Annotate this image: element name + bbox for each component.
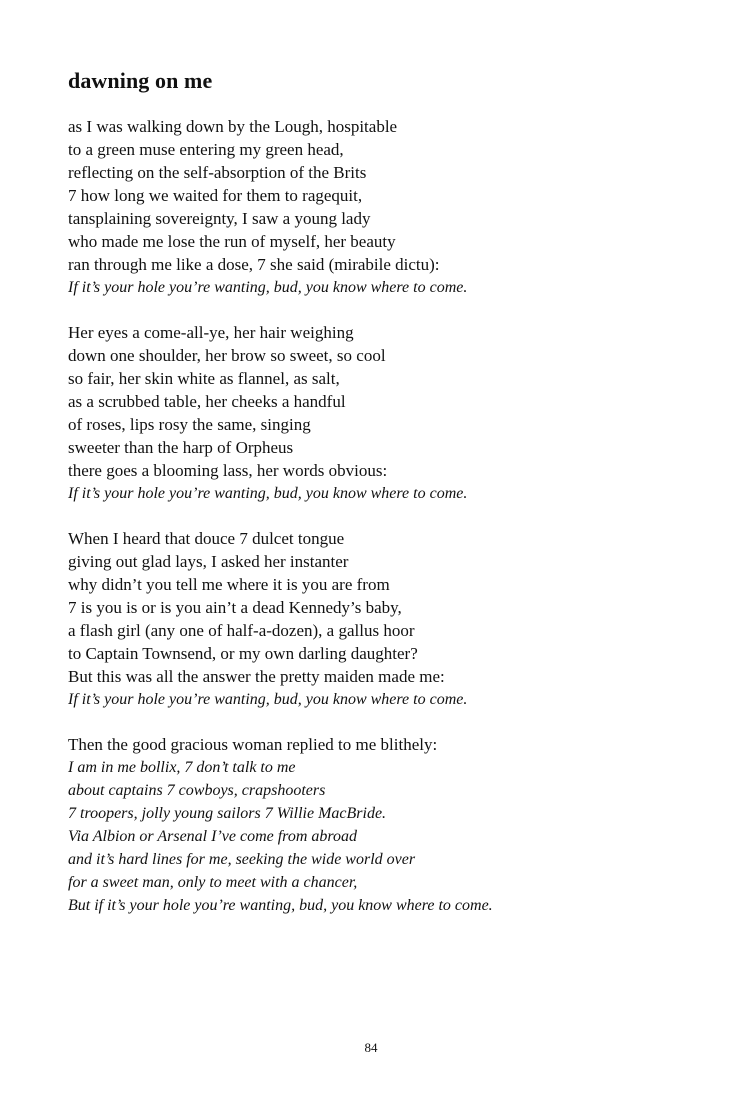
refrain-line: If it’s your hole you’re wanting, bud, you know where to come. [68, 485, 468, 502]
poem-line: down one shoulder, her brow so sweet, so cool [68, 346, 386, 365]
refrain-line: and it’s hard lines for me, seeking the wide world over [68, 851, 416, 868]
stanza [68, 527, 708, 711]
stanza [68, 733, 708, 917]
poem-line: sweeter than the harp of Orpheus [68, 438, 294, 457]
poem-line: Then the good gracious woman replied to me blithely: [68, 735, 438, 754]
poem-line: But this was all the answer the pretty maiden made me: [68, 667, 445, 686]
poem-line: giving out glad lays, I asked her instanter [68, 552, 349, 571]
poem-title: dawning on me [68, 68, 213, 93]
poem-line: of roses, lips rosy the same, singing [68, 415, 311, 434]
refrain-line: about captains 7 cowboys, crapshooters [68, 782, 326, 799]
poem-line: 7 is you is or is you ain’t a dead Kennedy’s baby, [68, 598, 402, 617]
refrain-line: If it’s your hole you’re wanting, bud, you know where to come. [68, 279, 468, 296]
poem-line: to a green muse entering my green head, [68, 140, 344, 159]
poem-line: who made me lose the run of myself, her beauty [68, 232, 396, 251]
poem-line: reflecting on the self-absorption of the Brits [68, 163, 367, 182]
poem-body [68, 115, 708, 939]
refrain-line: But if it’s your hole you’re wanting, bud, you know where to come. [68, 897, 493, 914]
poem-line: a flash girl (any one of half-a-dozen), a gallus hoor [68, 621, 415, 640]
poem-line: as I was walking down by the Lough, hospitable [68, 117, 398, 136]
poem-line: ran through me like a dose, 7 she said (mirabile dictu): [68, 255, 440, 274]
poem-line: to Captain Townsend, or my own darling daughter? [68, 644, 418, 663]
page-number: 84 [364, 1040, 378, 1055]
stanza [68, 321, 708, 505]
poem-line: so fair, her skin white as flannel, as salt, [68, 369, 340, 388]
poem-line: When I heard that douce 7 dulcet tongue [68, 529, 345, 548]
refrain-line: 7 troopers, jolly young sailors 7 Willie MacBride. [68, 805, 387, 822]
poem-line: there goes a blooming lass, her words obvious: [68, 461, 388, 480]
refrain-line: for a sweet man, only to meet with a chancer, [68, 874, 358, 891]
poem-line: why didn’t you tell me where it is you are from [68, 575, 390, 594]
poem-line: Her eyes a come-all-ye, her hair weighing [68, 323, 354, 342]
stanza [68, 115, 708, 299]
refrain-line: If it’s your hole you’re wanting, bud, you know where to come. [68, 691, 468, 708]
poem-line: 7 how long we waited for them to ragequit, [68, 186, 363, 205]
refrain-line: I am in me bollix, 7 don’t talk to me [68, 759, 296, 776]
refrain-line: Via Albion or Arsenal I’ve come from abroad [68, 828, 357, 845]
poem-line: tansplaining sovereignty, I saw a young lady [68, 209, 371, 228]
poem-line: as a scrubbed table, her cheeks a handful [68, 392, 346, 411]
